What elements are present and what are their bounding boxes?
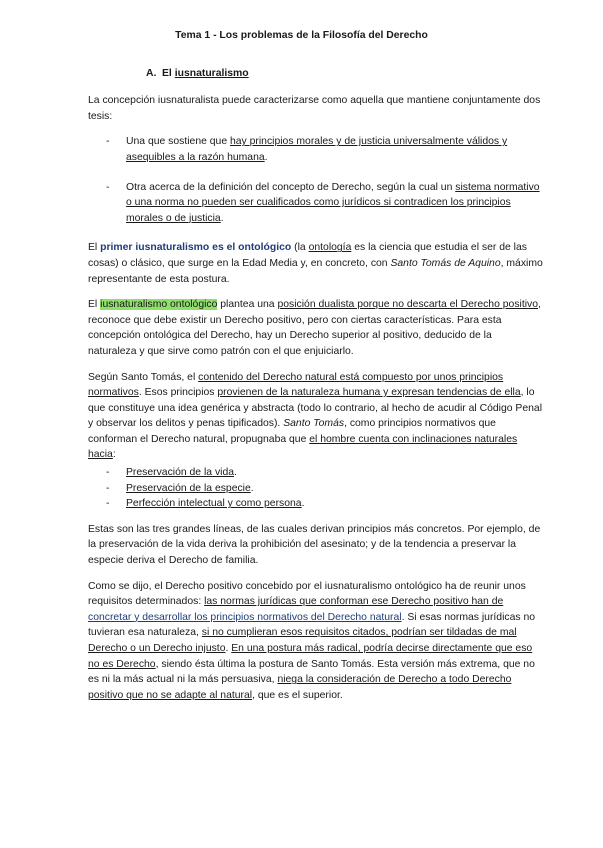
paragraph-requirements xyxy=(88,579,543,704)
p6-g: En una postura más radical, podría decirse directamente que eso no es Derecho xyxy=(88,643,533,670)
theses-list xyxy=(88,134,543,226)
p6-j: , que es el superior. xyxy=(252,689,343,701)
list-item xyxy=(88,465,543,481)
paragraph-santo-tomas xyxy=(88,370,543,464)
list-item xyxy=(88,496,543,512)
p3-e: , reconoce que debe existir un Derecho positivo, pero con ciertas características. Para esta concepción ontológica del Derecho, hay un Derecho superior al positivo, deducido de la naturaleza y que sirve como patrón con el que enjuiciarlo. xyxy=(88,299,541,357)
thesis-2-text: Otra acerca de la definición del concepto de Derecho, según la cual un xyxy=(126,181,456,193)
list-item-end: . xyxy=(234,467,237,479)
p4-c: . Esos principios xyxy=(138,387,218,399)
p6-e: si no cumplieran esos requisitos citados, podrían ser tildadas de mal Derecho o un Derecho injusto xyxy=(88,627,517,654)
p2-a: El xyxy=(88,242,101,254)
p4-d: provienen de la naturaleza humana y expresan tendencias de ella xyxy=(217,387,521,399)
p2-c: (la xyxy=(291,242,309,254)
p3-highlight: iusnaturalismo ontológico xyxy=(100,299,218,311)
list-item-text: Preservación de la especie xyxy=(126,482,251,494)
p4-h: el hombre cuenta con inclinaciones naturales hacia xyxy=(88,433,518,461)
p4-g: , como principios normativos que conforman el Derecho natural, propugnaba que xyxy=(88,418,496,445)
list-item-end: . xyxy=(301,498,305,510)
p2-santo-tomas: Santo Tomás de Aquino xyxy=(390,257,501,269)
section-heading-term: iusnaturalismo xyxy=(174,67,249,79)
paragraph-dualist xyxy=(88,297,543,359)
thesis-1-end: . xyxy=(264,151,268,163)
thesis-2-underlined: sistema normativo o una norma no pueden ser cualificados como jurídicos si contradicen los principios morales o de justicia xyxy=(126,181,540,224)
list-item-text: Perfección intelectual y como persona xyxy=(126,498,302,510)
paragraph-three-lines: Estas son las tres grandes líneas, de las cuales derivan principios más concretos. Por ejemplo, de la preservación de la vida deriva la prohibición del asesinato; y de la tendencia a preservar la especie deriva el Derecho de familia. xyxy=(88,523,541,567)
p6-a: Como se dijo, el Derecho positivo concebido por el iusnaturalismo ontológico ha de reunir unos requisitos determinados: xyxy=(88,580,526,608)
p4-e: , lo que constituye una idea genérica y abstracta (todo lo contrario, al hecho de acudir al Código Penal y observar los delitos y penas tipificados). xyxy=(88,387,543,430)
p6-i: niega la consideración de Derecho a todo Derecho positivo que no se adapte al natural xyxy=(88,674,512,701)
p6-h: , siendo ésta última la postura de Santo Tomás. Esta versión más extrema, que no es ni la más actual ni la más persuasiva, xyxy=(88,658,535,686)
thesis-item-1 xyxy=(88,134,543,165)
intro-paragraph: La concepción iusnaturalista puede caracterizarse como aquella que mantiene conjuntamente dos tesis: xyxy=(88,95,541,122)
paragraph-ontological xyxy=(88,240,543,287)
p3-underlined: posición dualista porque no descarta el Derecho positivo xyxy=(277,299,538,311)
thesis-item-2 xyxy=(88,180,543,227)
section-letter: A. xyxy=(146,67,157,79)
thesis-1-text: Una que sostiene que xyxy=(126,136,230,148)
p6-d: . Si esas normas jurídicas no tuvieran esa naturaleza, xyxy=(88,611,535,639)
thesis-1-underlined: hay principios morales y de justicia universalmente válidos y asequibles a la razón humana xyxy=(126,136,508,163)
list-item xyxy=(88,481,543,497)
p2-e: es la ciencia que estudia el ser de las cosas) o clásico, que surge en la Edad Media y, en concreto, con xyxy=(88,242,527,269)
list-item-text: Preservación de la vida xyxy=(126,467,235,479)
p2-bold-blue: primer iusnaturalismo es el ontológico xyxy=(100,242,292,254)
p6-f: . xyxy=(225,643,232,654)
p3-a: El xyxy=(88,299,101,311)
p6-c: concretar y desarrollar los principios normativos del Derecho natural xyxy=(88,611,402,623)
section-heading xyxy=(146,66,543,82)
inclinations-list xyxy=(88,465,543,512)
p4-b: contenido del Derecho natural está compuesto por unos principios normativos xyxy=(88,371,504,399)
thesis-2-end: . xyxy=(220,212,224,224)
p6-b: las normas jurídicas que conforman ese Derecho positivo han de xyxy=(204,596,504,608)
p2-ontologia: ontología xyxy=(308,242,352,254)
p2-g: , máximo representante de esta postura. xyxy=(88,257,543,285)
document-title: Tema 1 - Los problemas de la Filosofía del Derecho xyxy=(175,30,428,41)
list-item-end: . xyxy=(250,482,254,494)
p4-santo-tomas: Santo Tomás xyxy=(283,418,345,430)
section-heading-prefix: El xyxy=(162,67,175,79)
p4-a: Según Santo Tomás, el xyxy=(88,371,199,383)
p3-c: plantea una xyxy=(217,299,278,311)
p4-i: : xyxy=(112,449,116,461)
